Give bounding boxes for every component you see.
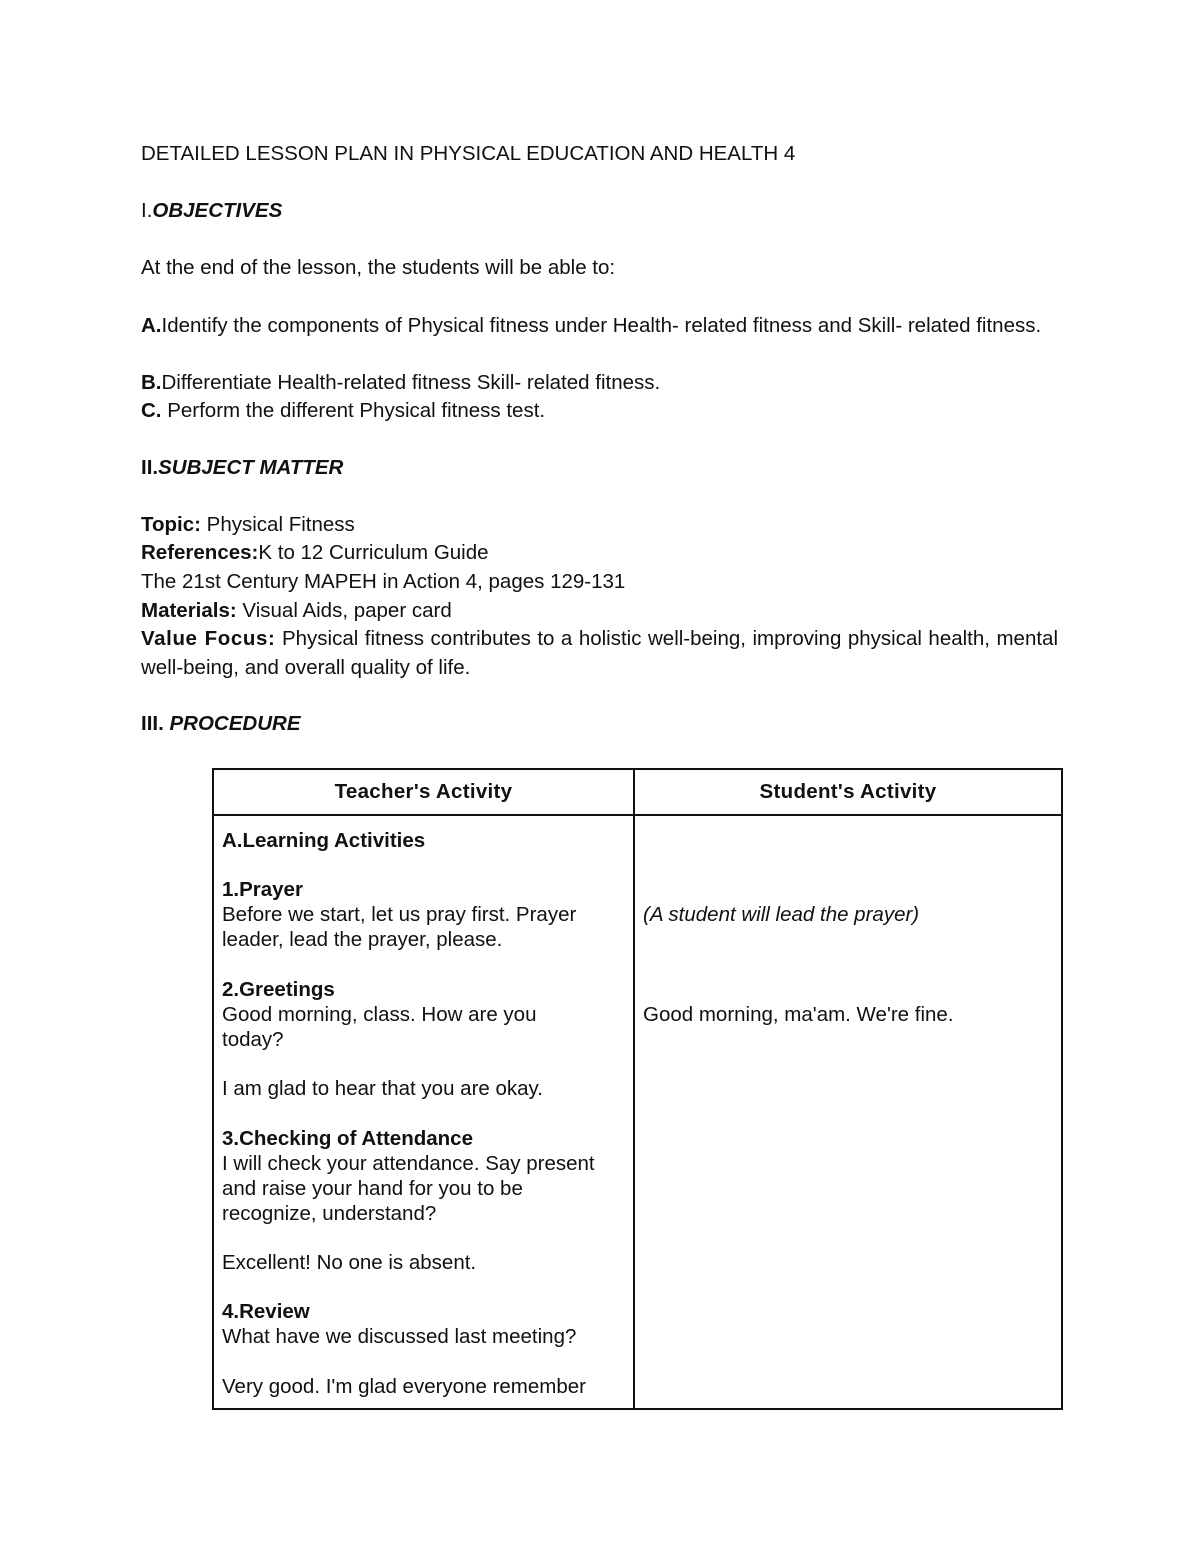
procedure-heading-text: PROCEDURE [169, 712, 301, 735]
references-value: K to 12 Curriculum Guide [258, 541, 489, 564]
procedure-table [212, 768, 1063, 1410]
attendance-teacher-line-1: I will check your attendance. Say present [222, 1152, 595, 1175]
objective-letter: B. [141, 371, 162, 394]
table-header-row [213, 769, 1062, 815]
prayer-title: 1.Prayer [222, 878, 303, 901]
materials-label: Materials: [141, 599, 237, 622]
learning-activities-title: A.Learning Activities [222, 829, 426, 852]
greetings-teacher-line-3: I am glad to hear that you are okay. [222, 1077, 543, 1100]
objective-item-b [141, 369, 660, 398]
student-activity-cell [634, 815, 1062, 1409]
materials-line [141, 597, 452, 626]
attendance-teacher-line-4: Excellent! No one is absent. [222, 1251, 477, 1274]
attendance-teacher-line-2: and raise your hand for you to be [222, 1177, 523, 1200]
subject-matter-heading [141, 454, 343, 483]
procedure-heading [141, 710, 301, 739]
prayer-student-response: (A student will lead the prayer) [643, 903, 920, 926]
objective-letter: A. [141, 314, 162, 337]
greetings-teacher-line-1: Good morning, class. How are you [222, 1003, 537, 1026]
references-label: References: [141, 541, 259, 564]
review-title: 4.Review [222, 1300, 310, 1323]
procedure-numeral: III. [141, 712, 164, 735]
teacher-activity-cell [213, 815, 634, 1409]
value-focus-value: Physical fitness contributes to a holistic well-being, improving physical health, mental well-being, and overall quality of life. [141, 627, 1058, 679]
topic-value: Physical Fitness [200, 513, 355, 536]
value-focus-line [141, 625, 1058, 682]
table-row [213, 815, 1062, 1409]
subject-matter-numeral: II. [141, 456, 159, 479]
topic-line [141, 511, 355, 540]
prayer-teacher-line-1: Before we start, let us pray first. Prayer [222, 903, 577, 926]
objective-item-a [141, 312, 1058, 341]
objective-text: Perform the different Physical fitness test. [161, 399, 546, 422]
objective-text: Identify the components of Physical fitness under Health- related fitness and Skill- related fitness. [161, 314, 1042, 337]
teacher-activity-header: Teacher's Activity [213, 769, 634, 815]
review-teacher-line-1: What have we discussed last meeting? [222, 1325, 577, 1348]
student-activity-header: Student's Activity [634, 769, 1062, 815]
references-line-2: The 21st Century MAPEH in Action 4, pages 129-131 [141, 570, 626, 593]
review-teacher-line-2: Very good. I'm glad everyone remember [222, 1375, 586, 1398]
materials-value: Visual Aids, paper card [236, 599, 452, 622]
references-line [141, 539, 489, 568]
value-focus-label: Value Focus: [141, 627, 276, 650]
objectives-heading-text: OBJECTIVES [152, 199, 283, 222]
objectives-heading [141, 197, 282, 226]
greetings-teacher-line-2: today? [222, 1028, 284, 1051]
attendance-title: 3.Checking of Attendance [222, 1127, 473, 1150]
document-title: DETAILED LESSON PLAN IN PHYSICAL EDUCATION AND HEALTH 4 [141, 142, 796, 165]
objective-item-c [141, 397, 545, 426]
attendance-teacher-line-3: recognize, understand? [222, 1202, 437, 1225]
objective-text: Differentiate Health-related fitness Skill- related fitness. [161, 371, 661, 394]
topic-label: Topic: [141, 513, 201, 536]
objective-letter: C. [141, 399, 162, 422]
prayer-teacher-line-2: leader, lead the prayer, please. [222, 928, 503, 951]
objectives-intro: At the end of the lesson, the students will be able to: [141, 256, 616, 279]
objectives-numeral: I. [141, 199, 153, 222]
greetings-student-response: Good morning, ma'am. We're fine. [643, 1003, 954, 1026]
subject-matter-heading-text: SUBJECT MATTER [158, 456, 344, 479]
greetings-title: 2.Greetings [222, 978, 335, 1001]
